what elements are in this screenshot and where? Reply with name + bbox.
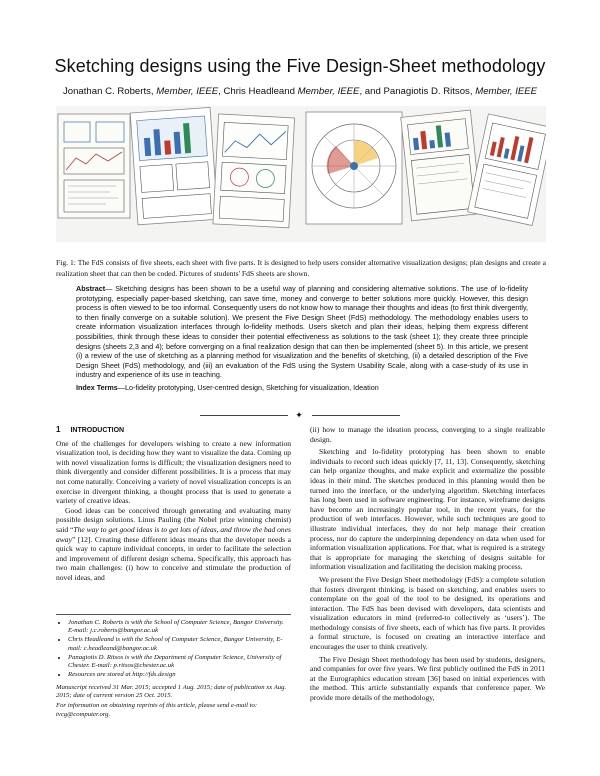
index-terms-label: Index Terms — [76, 383, 118, 392]
author-1-name: Jonathan C. Roberts, — [62, 86, 154, 97]
index-terms-text: —Lo-fidelity prototyping, User-centred design, Sketching for visualization, Ideation — [117, 383, 379, 392]
section-number: 1 — [56, 425, 61, 434]
manuscript-dates: Manuscript received 31 Mar. 2015; accepted 1 Aug. 2015; date of publication xx Aug. 2015; date of current version 25 Oct. 2015. — [56, 684, 287, 700]
affiliation-item: • Resources are stored at http://fds.design — [68, 671, 291, 679]
section-divider — [200, 410, 400, 420]
design-sheet-1 — [58, 114, 130, 218]
figure-1-sheet-collage — [56, 106, 546, 242]
author-3-role: Member, IEEE — [475, 86, 538, 97]
design-sheet-2 — [130, 107, 218, 224]
author-2-name: , Chris Headleand — [218, 86, 295, 97]
figure-caption: Fig. 1: The FdS consists of five sheets, each sheet with five parts. It is designed to help users consider alternative visualization designs; plan designs and create a realization sheet that can then be coded. Pictures of students' FdS sheets are shown. — [56, 258, 546, 278]
author-3-name: , and Panagiotis D. Ritsos, — [359, 86, 473, 97]
design-sheet-3 — [213, 114, 295, 228]
column-left — [56, 425, 291, 583]
design-sheet-4 — [306, 112, 402, 224]
intro-paragraph-3: (ii) how to manage the ideation process, converging to a single realizable design. — [310, 425, 545, 444]
intro-paragraph-6: The Five Design Sheet methodology has been used by students, designers, and companies for over five years. We first publicly outlined the FdS in 2011 at the Eurographics education stream [36] based on initial experiences with the method. This article substantially expands that conference paper. We provide more details of the methodology, — [310, 654, 545, 703]
affiliation-item: • Jonathan C. Roberts is with the School of Computer Science, Bangor University. E-mail: j.c.roberts@bangor.ac.uk — [68, 619, 291, 635]
intro-paragraph-1: One of the challenges for developers wishing to create a new information visualization tool, is deciding how they want to visualize the data. Coming up with novel visualization forms is difficult; the visualization designers need to think divergently and consider different possibilities. It is a process that may not come naturally. Conceiving a variety of novel visualization concepts is an exercise in divergent thinking, a thought process that is used to generate a variety of creative ideas. — [56, 438, 291, 506]
column-right — [310, 425, 545, 703]
abstract-text: — Sketching designs has been shown to be a useful way of planning and considering alternative solutions. The use of lo-fidelity prototyping, especially paper-based sketching, can save time, money and converge to better solutions more quickly. However, this design process is often viewed to be too informal. Consequently users do not know how to manage their thoughts and ideas (to first think divergently, to then finally converge on a suitable solution). We present the Five Design Sheet (FdS) methodology. The methodology enables users to create information visualization interfaces through lo-fidelity methods. Users sketch and plan their ideas, helping them express different possibilities, think through these ideas to consider their potential effectiveness as solutions to the task (sheet 1); they create three principle designs (sheets 2,3 and 4); before converging on a final realization design that can then be implemented (sheet 5). In this article, we present (i) a review of the use of sketching as a planning method for visualization and the benefits of sketching, (ii) a detailed description of the Five Design Sheet (FdS) methodology, and (iii) an evaluation of the FdS using the System Usability Scale, along with a case-study of its use in industry and experience of its use in teaching. — [76, 284, 528, 380]
abstract — [76, 284, 528, 380]
abstract-label: Abstract — [76, 284, 106, 293]
paper-title: Sketching designs using the Five Design-Sheet methodology — [54, 56, 546, 76]
intro-paragraph-5: We present the Five Design Sheet methodology (FdS): a complete solution that fosters divergent thinking, is based on sketching, and enables users to contemplate on the goal of the tool to be designed, its operations and interaction. The FdS has been devised with developers, data scientists and visualization educators in mind (referred-to collectively as ‘users’). The methodology consists of five sheets, each of which has five parts. It provides a formal structure, is focused on creating an interactive interface and encourages the user to think creatively. — [310, 574, 545, 652]
author-1-role: Member, IEEE — [156, 86, 219, 97]
divider-diamond-icon: ✦ — [295, 410, 303, 420]
affiliation-item: • Chris Headleand is with the School of Computer Science, Bangor University, E-mail: c.headleand@bangor.ac.uk — [68, 636, 291, 652]
intro-paragraph-2: Good ideas can be conceived through generating and evaluating many possible design solutions. Linus Pauling (the Nobel prize winning chemist) said “The way to get good ideas is to get lots of ideas, and throw the bad ones away” [12]. Creating these different ideas means that the developer needs a quick way to capture individual concepts, in order to facilitate the selection and improvement of different design schema. Specifically, this approach has two main challenges: (i) how to conceive and stimulate the production of novel ideas, and — [56, 505, 291, 582]
author-affiliations — [56, 614, 291, 680]
author-2-role: Member, IEEE — [297, 86, 360, 97]
reprint-info: For information on obtaining reprints of this article, please send e-mail to: tvcg@computer.org. — [56, 702, 258, 718]
section-title: INTRODUCTION — [70, 427, 125, 434]
author-line — [0, 86, 600, 97]
intro-paragraph-4: Sketching and lo-fidelity prototyping has been shown to enable individuals to record such ideas quickly [7, 11, 13]. Consequently, sketching can help organize thoughts, and make explicit and externalize the possible ideas in their mind. The sketches produced in this planning would then be turned into the interface, or the underlying algorithm. Sketching interfaces has long been used in software engineering. For instance, wireframe designs have become an increasingly popular tool, in the recent years, for the production of web interfaces. However, while such techniques are good to illustrate individual interfaces, they do not help manage their creation process, nor do capture the underpinning dependency on data when used for information visualization applications. For that, what is required is a strategy that is appropriate for managing the sketching of designs suitable for information visualization and facilitating the decision making process. — [310, 447, 545, 572]
section-heading — [56, 425, 291, 436]
index-terms — [76, 383, 528, 393]
affiliation-item: • Panagiotis D. Ritsos is with the Department of Computer Science, University of Chester. E-mail: p.ritsos@chester.ac.uk — [68, 654, 291, 670]
manuscript-info — [56, 684, 291, 721]
